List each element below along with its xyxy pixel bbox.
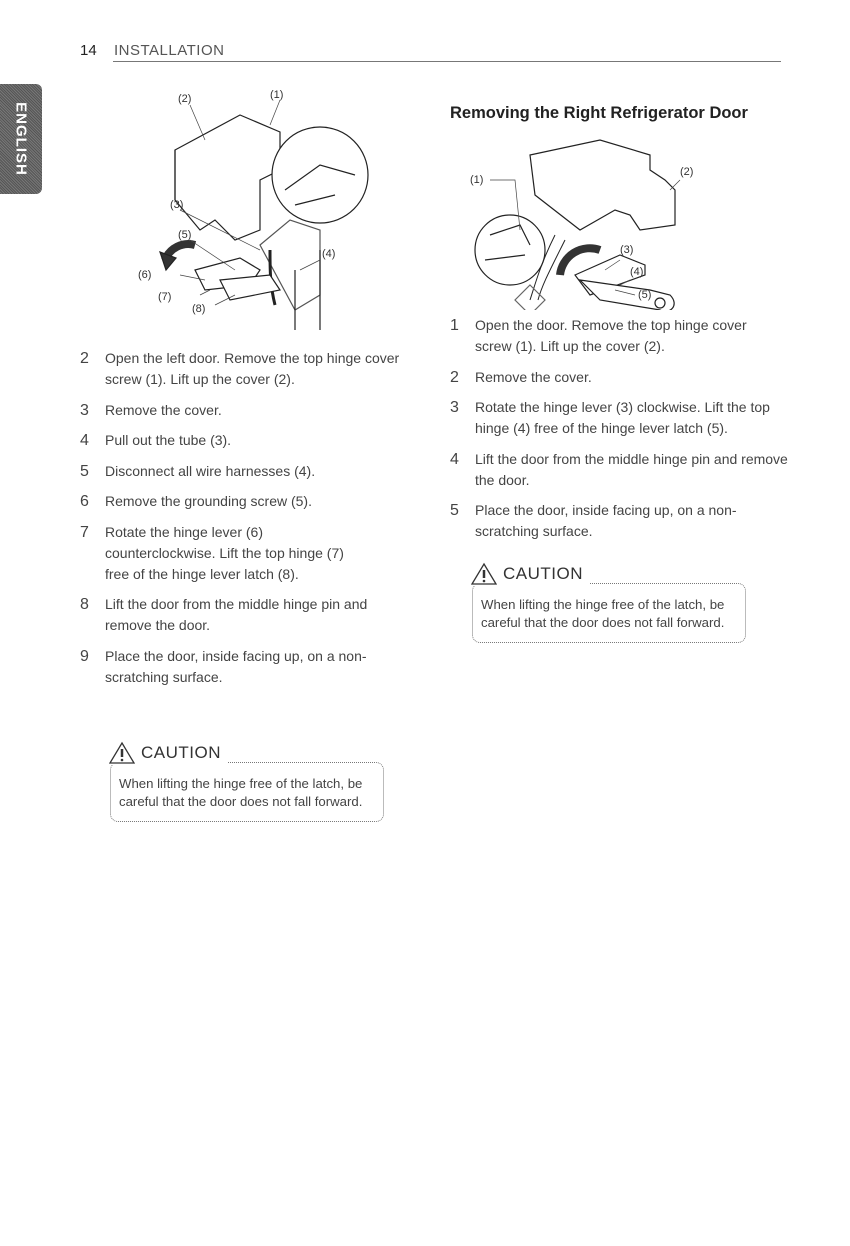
step-text: Disconnect all wire harnesses (4). [105, 462, 316, 479]
left-door-hinge-illustration [120, 80, 420, 335]
figure-label: (5) [638, 289, 652, 301]
step-number: 1 [450, 317, 459, 334]
step-text: Remove the grounding screw (5). [105, 493, 312, 509]
step-item [80, 646, 410, 688]
step-number: 2 [80, 350, 89, 367]
figure-label: (6) [138, 269, 152, 281]
language-tab-label: ENGLISH [12, 102, 30, 176]
figure-label: (4) [322, 248, 336, 260]
left-steps-list [80, 348, 410, 697]
step-number: 4 [450, 450, 459, 468]
step-item [80, 594, 410, 636]
step-number: 3 [450, 399, 459, 416]
step-number: 9 [80, 647, 89, 665]
right-door-hinge-illustration [470, 135, 770, 310]
figure-label: (3) [170, 199, 184, 211]
step-text: Open the door. Remove the top hinge cover screw (1). Lift up the cover (2). [475, 317, 747, 354]
step-number: 8 [80, 596, 89, 613]
step-text: Remove the cover. [105, 401, 222, 418]
figure-label: (1) [270, 89, 284, 101]
step-item [80, 461, 410, 482]
figure-label: (2) [178, 93, 192, 105]
step-item [80, 400, 410, 421]
caution-box [472, 564, 746, 643]
step-text: Open the left door. Remove the top hinge cover screw (1). Lift up the cover (2). [105, 350, 400, 387]
caution-box [110, 743, 384, 822]
header-rule [113, 61, 781, 62]
warning-triangle-icon [471, 562, 497, 586]
step-number: 4 [80, 432, 89, 449]
step-text: Lift the door from the middle hinge pin and remove the door. [105, 596, 368, 633]
step-number: 5 [450, 502, 459, 519]
figure-label: (1) [470, 174, 484, 186]
step-number: 5 [80, 462, 89, 480]
section-title: INSTALLATION [114, 42, 225, 59]
figure-label: (8) [192, 303, 206, 315]
figure-label: (5) [178, 229, 192, 241]
step-text: Pull out the tube (3). [105, 432, 232, 448]
step-item [80, 430, 410, 451]
step-text: Place the door, inside facing up, on a non-scratching surface. [105, 647, 367, 685]
language-tab [0, 84, 42, 194]
page-number: 14 [80, 42, 97, 59]
section-heading: Removing the Right Refrigerator Door [450, 104, 748, 122]
step-text: Rotate the hinge lever (6) counterclockwise. Lift the top hinge (7) free of the hinge lever latch (8). [105, 523, 344, 582]
step-item [450, 397, 790, 439]
step-item [450, 367, 790, 388]
figure-label: (2) [680, 166, 694, 178]
figure-label: (3) [620, 244, 634, 256]
warning-triangle-icon [109, 741, 135, 765]
caution-title: CAUTION [141, 743, 221, 762]
step-number: 7 [80, 523, 89, 541]
step-item [80, 348, 410, 390]
step-item [450, 500, 790, 542]
step-text: Rotate the hinge lever (3) clockwise. Lift the top hinge (4) free of the hinge lever latch (5). [475, 399, 770, 436]
step-item [450, 449, 790, 491]
figure-label: (7) [158, 291, 172, 303]
step-item [80, 522, 355, 585]
step-number: 3 [80, 401, 89, 419]
figure-label: (4) [630, 266, 644, 278]
step-item [80, 491, 410, 512]
caution-text: When lifting the hinge free of the latch, be careful that the door does not fall forward. [481, 597, 725, 630]
step-number: 6 [80, 493, 89, 510]
caution-title: CAUTION [503, 564, 583, 583]
step-text: Lift the door from the middle hinge pin and remove the door. [475, 450, 788, 488]
step-item [450, 315, 755, 357]
right-steps-list [450, 315, 790, 552]
caution-text: When lifting the hinge free of the latch, be careful that the door does not fall forward. [119, 776, 363, 809]
step-number: 2 [450, 368, 459, 386]
step-text: Remove the cover. [475, 368, 592, 385]
step-text: Place the door, inside facing up, on a non-scratching surface. [475, 502, 737, 539]
